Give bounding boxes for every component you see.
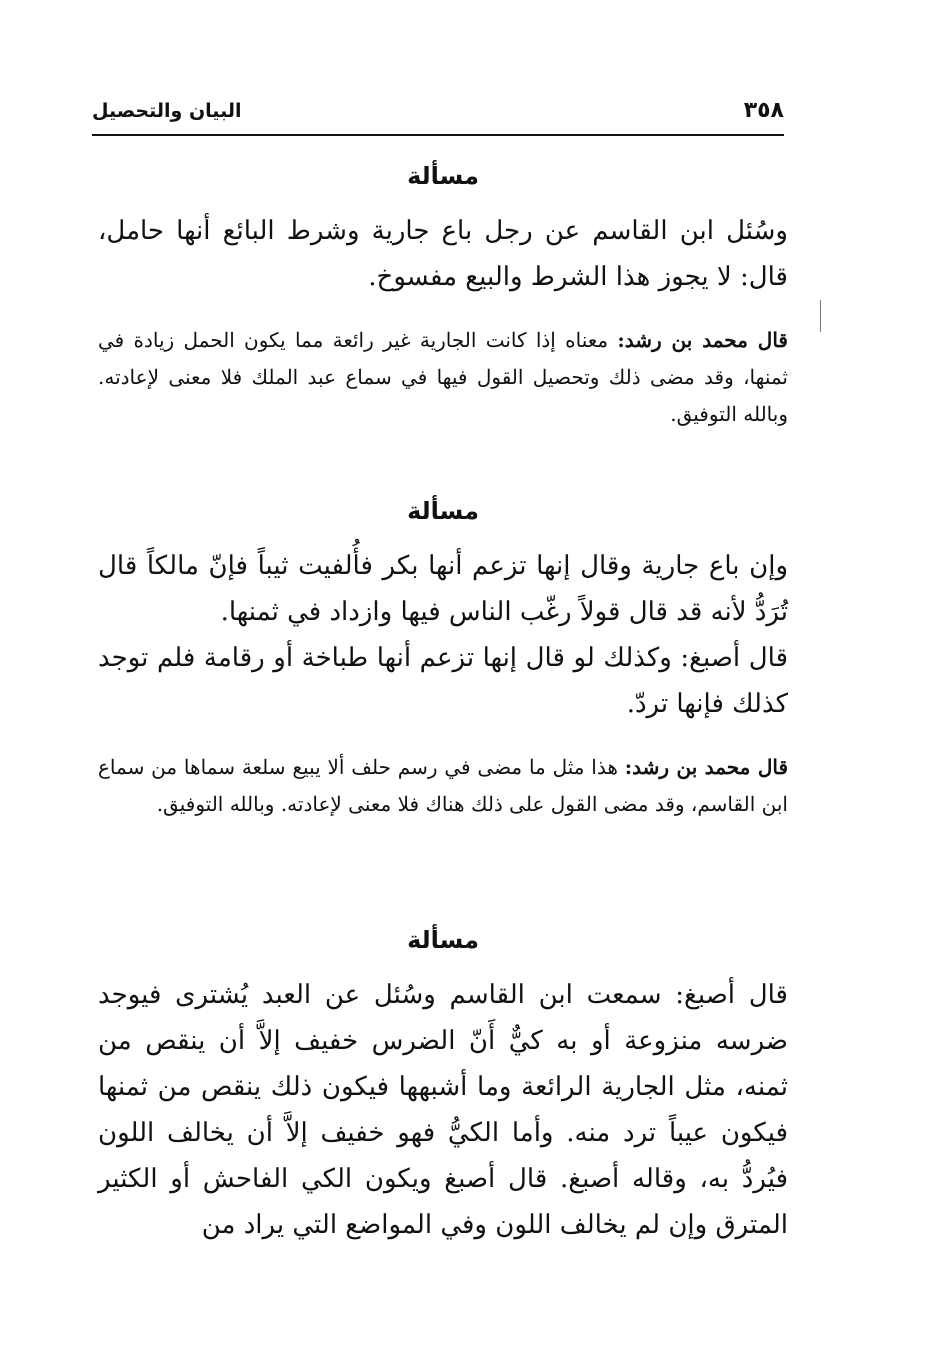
section-3 [98, 926, 788, 1248]
commentary [98, 749, 788, 823]
page-number: ٣٥٨ [743, 98, 784, 123]
section-title: مسألة [407, 162, 479, 190]
section-title: مسألة [407, 497, 479, 525]
commentary-author: قال محمد بن رشد: [617, 328, 788, 352]
main-text: وسُئل ابن القاسم عن رجل باع جارية وشرط البائع أنها حامل، قال: لا يجوز هذا الشرط والبيع مفسوخ. [98, 216, 788, 292]
section-title: مسألة [407, 926, 479, 954]
page-header [92, 98, 784, 136]
margin-mark [820, 300, 821, 332]
commentary-author: قال محمد بن رشد: [624, 755, 788, 779]
main-text-continued: قال أصبغ: وكذلك لو قال إنها تزعم أنها طباخة أو رقامة فلم توجد كذلك فإنها تردّ. [98, 643, 788, 719]
main-text: وإن باع جارية وقال إنها تزعم أنها بكر فأُلفيت ثيباً فإنّ مالكاً قال تُرَدُّ لأنه قد قال قولاً رغّب الناس فيها وازداد في ثمنها. [98, 551, 788, 627]
running-title: البيان والتحصيل [92, 100, 242, 122]
commentary-text: معناه إذا كانت الجارية غير رائعة مما يكون الحمل زيادة في ثمنها، وقد مضى ذلك وتحصيل القول فيها في سماع عبد الملك فلا معنى لإعادته. وبالله التوفيق. [98, 328, 788, 426]
section-2 [98, 497, 788, 823]
section-1 [98, 162, 788, 433]
main-text: قال أصبغ: سمعت ابن القاسم وسُئل عن العبد يُشترى فيوجد ضرسه منزوعة أو به كيٌّ أَنّ الضرس خفيف إلاَّ أن ينقص من ثمنه، مثل الجارية الرائعة وما أشبهها فيكون ذلك ينقص من ثمنها فيكون عيباً ترد منه. وأما الكيُّ فهو خفيف إلاَّ أن يخالف اللون فيُردُّ به، وقاله أصبغ. قال أصبغ ويكون الكي الفاحش أو الكثير المترق وإن لم يخالف اللون وفي المواضع التي يراد من [98, 980, 788, 1240]
commentary-text: هذا مثل ما مضى في رسم حلف ألا يبيع سلعة سماها من سماع ابن القاسم، وقد مضى القول على ذلك هناك فلا معنى لإعادته. وبالله التوفيق. [98, 755, 788, 816]
commentary [98, 322, 788, 433]
